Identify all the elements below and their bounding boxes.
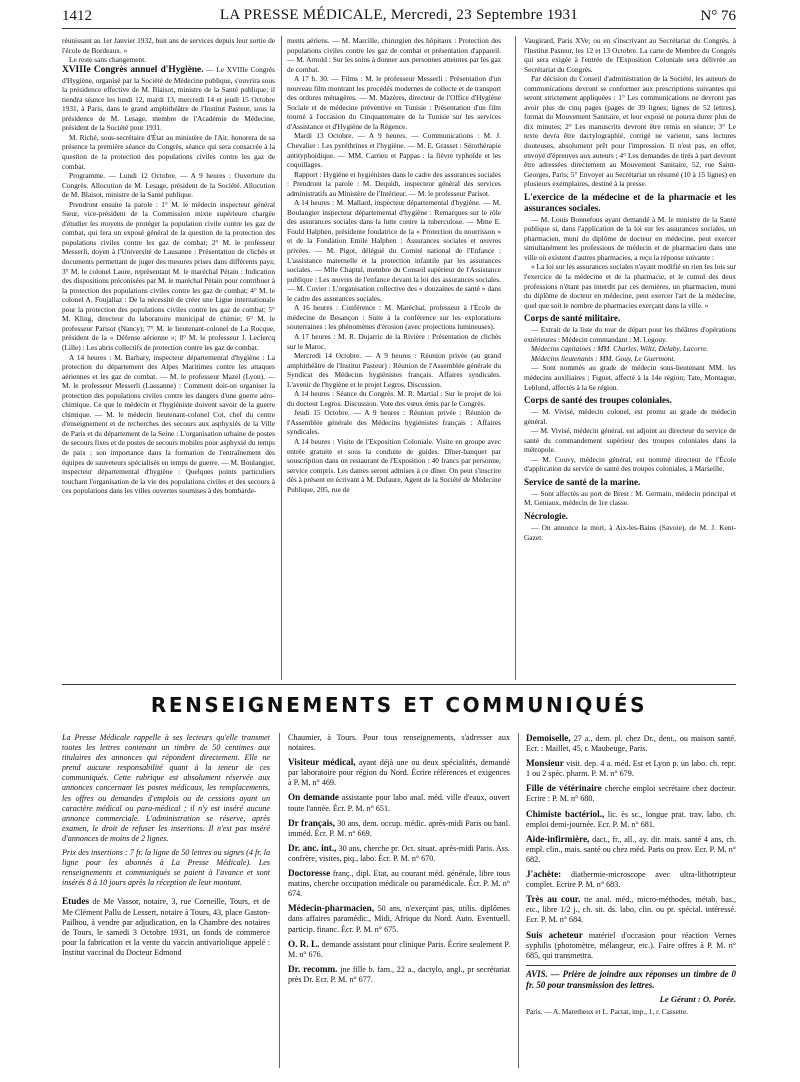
ad-lead: Dr. anc. int., — [288, 842, 337, 853]
ad-body: assistante pour labo anal. méd. ville d'eaux, ouvert toute l'année. Écr. P. M. n° 651. — [288, 793, 510, 813]
ad-lead: Monsieur — [526, 758, 564, 769]
paragraph: — M. Louis Bonnefous ayant demandé à M. le ministre de la Santé publique si, dans l'application de la loi sur les assurances sociales, un pharmacien, muni du diplôme de docteur en médecine, peut exercer simultanément les professions de médecin et de pharmacien dans une ville où existent d'autres pharmacies, a reçu la réponse suivante : — [524, 214, 736, 262]
section-heading: XVIIIe Congrès annuel d'Hygiène. — [62, 64, 204, 75]
paragraph: Le reste sans changement. — [69, 55, 147, 65]
paragraph: A 17 heures : M. R. Dujarric de la Rivière : Présentation de clichés sur le Maroc. — [287, 331, 501, 351]
column-divider — [281, 36, 282, 680]
ad-body: 30 ans, dem. occup. médic. après-midi Paris ou banl. imméd. Écr. P. M. n° 669. — [288, 818, 510, 838]
insertion-prices: Prix des insertions : 7 fr. la ligne de 50 lettres ou signes (4 fr. la ligne pour les abonnés à La Presse Médicale). Les renseignements et communiqués se paient à l'avance et sont insérés 8 à 10 jours après la réception de leur montant. — [62, 848, 270, 888]
paragraph: A 14 heures : Séance du Congrès. M. R. Martial : Sur le projet de loi du docteur Legros. Discussion. Vote des vœux émis par le Congrès. — [287, 389, 501, 408]
paragraph: Vaugirard, Paris XVe; ou en s'inscrivant au Secrétariat du Congrès, à l'Institut Pasteur, les 12 et 13 Octobre. La carte de Membre du Congrès qui sera exigée à l'entrée de l'Exposition Coloniale sera délivrée au Secrétariat du Congrès. — [524, 36, 736, 74]
paragraph: ments aériens. — M. Marcille, chirurgien des hôpitaux : Protection des populations civiles contre les gaz de combat et présentation d'appareil. — M. Arnold : Sur les soins à donner aux personnes atteintes par les gaz de combat. — [287, 36, 501, 74]
printer-line: Paris. — A. Maretheux et L. Pactat, imp., 1, r. Cassette. — [526, 1007, 688, 1017]
ad-body: jne fille b. fam., 22 a., dactylo, angl., pr secrétariat près Dr. Ecr. P. M. n° 677. — [288, 964, 510, 984]
section-heading: Corps de santé des troupes coloniales. — [524, 395, 672, 406]
gerant-line: Le Gérant : O. Porée. — [659, 994, 736, 1005]
paragraph: — M. Vivisé, médecin général, est adjoint au directeur du service de santé du commandement supérieur des troupes coloniales dans la métropole. — [524, 426, 736, 455]
issue-number: N° 76 — [700, 8, 736, 24]
paragraph: Par décision du Conseil d'administration de la Société, les auteurs de communications devront se conformer aux prescriptions suivantes qui seront strictement appliquées : 1° Les communications ne devront pas avoir plus de cinq pages (pages de 39 lignes; lignes de 52 lettres), format du Mouvement Sanitaire, et leur exposé ne pourra durer plus de dix minutes; 2° Les manuscrits devront être remis en séance; 3° Le texte devra être dactylographié, corrigé ne varietur, sans lectures douteuses, absolument prêt pour l'impression. Il n'est pas, en effet, envoyé d'épreuves aux auteurs ; 4° Les demandes de tirés à part devront être adressées directement au Mouvement Sanitaire, 52, rue Saint-Georges, Paris; 5° Envoyer au Secrétariat un résumé (10 à 15 lignes) en plusieurs exemplaires, destiné à la presse. — [524, 74, 736, 189]
ad-body: visit. dep. 4 a. méd. Est et Lyon p. un labo. ch. repr. 1 ou 2 spéc. pharm. P. M. n° 679. — [526, 759, 736, 779]
article-column-1 — [62, 36, 275, 681]
classified-ad — [526, 733, 736, 754]
classified-ad — [526, 834, 736, 865]
paragraph: A 16 heures : Conférence : M. Maréchal, professeur à l'École de médecine de Besançon : Suite à la conférence sur les explorations souterraines : les phénomènes d'érosion (avec projections lumineuses). — [287, 303, 501, 332]
classifieds-banner: RENSEIGNEMENTS ET COMMUNIQUÉS — [150, 693, 648, 717]
section-heading: Service de santé de la marine. — [524, 476, 641, 487]
paragraph: Prendront ensuite la parole : 1° M. le médecin inspecteur général Sieur, vice-président de la Commission mixte supérieure chargée d'étudier les moyens de protéger la population civile contre les gaz de combat, qui fera un exposé général de la question de la protection des populations civiles contre les gaz de combat; 2° M. le professeur Messerli, doyen à l'Université de Lausanne : Présentation de clichés et documents permettant de juger des mesures prises dans différents pays; 3° M. le colonel Laure, représentant M. le maréchal Pétain : Indication des dispositions préconisées par M. le maréchal Pétain pour contribuer à la protection des populations civiles contre les gaz de combat; 4° M. le colonel A. Foujallaz : De la nécessité de créer une Ligue internationale pour la protection des populations civiles contre les gaz de combat; 5° M. Kling, directeur du laboratoire municipal de chimie; 6° M. le professeur Parisot (Nancy); 7° M. le lieutenant-colonel de La Rocque, président de la « Défense aérienne »; 8° M. le professeur J. Leclercq (Lille) : Les abris collectifs de protection contre les gaz de combat. — [62, 199, 275, 352]
paragraph: — On annonce la mort, à Aix-les-Bains (Savoie), de M. J. Kent-Gazet. — [524, 522, 736, 542]
paragraph: Rapport : Hygiène et hygiénistes dans le cadre des assurances sociales : Prendront la parole : M. Dequidt, inspecteur général des services administratifs au Ministère de l'Intérieur. — M. le professeur Parisot. — [287, 169, 501, 198]
ad-lead: Suis acheteur — [526, 929, 583, 940]
ad-body: diathermie-microscope avec ultra-lithotripteur complet. Ecrire P. M. n° 683. — [526, 870, 736, 890]
running-header — [62, 6, 736, 29]
paragraph: Médecins lieutenants : MM. Gouy, Le Guermont. — [531, 353, 676, 363]
column-divider — [279, 733, 280, 1068]
paragraph: « La loi sur les assurances sociales n'ayant modifié en rien les lois sur l'exercice de la médecine et de la pharmacie, et le cumul des deux professions n'étant pas interdit par ces dernières, un pharmacien, muni du diplôme de docteur en médecine, peut exercer l'art de la médecine, quel que soit le nombre de pharmacies exerçant dans la ville. » — [524, 262, 736, 310]
ad-body: 30 ans, cherche pr. Oct. situat. après-midi Paris. Ass. confrère, visites, piq., labo. Écr. P. M. n° 670. — [288, 843, 510, 863]
section-heading: L'exercice de la médecine et de la pharmacie et les assurances sociales. — [524, 191, 736, 213]
ad-body: cherche emploi secrétaire chez docteur. Ecrire : P. M. n° 680. — [526, 784, 736, 804]
column-divider — [518, 733, 519, 1068]
paragraph: — Extrait de la liste du tour de départ pour les théâtres d'opérations extérieures : Médecin commandant : M. Legouy. — [524, 325, 736, 344]
paragraph: — M. Couvy, médecin général, est nommé directeur de l'École d'application du service de santé des troupes coloniales, à Marseille. — [524, 454, 736, 474]
ad-body: matériel d'occasion pour réaction Vernes syphilis (photomètre, mélangeur, etc.). Faire offres à P. M. n° 685, qui transmettra. — [526, 930, 736, 960]
classified-ad — [526, 894, 736, 925]
ad-body: de Me Vassor, notaire, 3, rue Corneille, Tours, et de Me Clément Pallu de Lessert, notaire à Tours, 43, place Gaston-Pailhou, à vendre par adjudication, en la Chambre des notaires de Tours, le samedi 3 Octobre 1931, un fonds de commerce pour la fabrication et la vente du vaccin antivariolique appelé : Institut vaccinal du Docteur Edmond — [62, 897, 270, 957]
paragraph: A 14 heures : Visite de l'Exposition Coloniale. Visite en groupe avec entrée gratuite et sous la conduite de guides. Dîner-banquet par souscription dans un restaurant de l'Exposition : 40 francs par personne, service compris. Les dames seront admises à ce dîner. On peut s'inscrire dès à présent en écrivant à M. Dufaure, Agent de la Société de Médecine Publique, 205, rue de — [287, 436, 501, 494]
paragraph: Mardi 13 Octobre. — A 9 heures. — Communications : M. J. Chevalier : Les pyréthrines et l'hygiène. — M. E. Grasset : Sérothérapie antityphoïdique. — MM. Carrieu et Pappas : la fièvre typhoïde et les coquillages. — [287, 131, 501, 170]
ad-body: lic. ès sc., longue prat. trav. labo. ch. emploi demi-journée. Ecr. P. M. n° 681. — [526, 809, 736, 829]
classified-ad — [288, 818, 510, 839]
ad-lead: O. R. L. — [288, 938, 320, 949]
paragraph: Médecins capitaines : MM. Charles, Wiltz, Delaby, Lacorre. — [531, 344, 709, 354]
ad-lead: Très au cour. — [526, 894, 581, 905]
classifieds-column-2 — [288, 733, 510, 1068]
classified-ad — [526, 869, 736, 890]
ad-body: tte anal. méd., micro-méthodes, métab. bas., etc., libre 1/2 j., ch. sit. ds. labo, clin. ou pr. spécial. intéressé. Ecr. P. M. n° 684. — [526, 895, 736, 925]
paragraph: — M. Vivisé, médecin colonel, est promu au grade de médecin général. — [524, 407, 736, 426]
ad-body: franç., dipl. Etat, au courant méd. générale, libre tous matins, cherche occupation médicale ou paramédicale. Écr. P. M. n° 674. — [288, 869, 510, 899]
classified-ad — [526, 930, 736, 961]
ad-body: demande assistant pour clinique Paris. Écrire seulement P. M. n° 676. — [288, 939, 510, 959]
paragraph: — Sont affectés au port de Brest : M. Germain, médecin principal et M. Geniaux, médecin de 1re classe. — [524, 488, 736, 508]
classifieds-column-1 — [62, 733, 270, 1068]
paragraph: réunissant au 1er Janvier 1932, huit ans de services depuis leur sortie de l'école de Bordeaux. » — [62, 36, 275, 55]
article-column-3 — [524, 36, 736, 681]
ad-lead: Dr français, — [288, 817, 335, 828]
avis-notice: AVIS. — Prière de joindre aux réponses un timbre de 0 fr. 50 pour transmission des lettres. — [526, 968, 736, 990]
journal-title: LA PRESSE MÉDICALE, Mercredi, 23 Septembre 1931 — [219, 7, 579, 23]
paragraph: Programme. — Lundi 12 Octobre. — A 9 heures : Ouverture du Congrès. Allocution de M. Lesage, président de la Société. Allocution de M. Blaisot, ministre de la Santé publique. — [62, 171, 275, 200]
section-heading: Corps de santé militaire. — [524, 313, 621, 324]
classified-ad — [526, 783, 736, 804]
ad-lead: Visiteur médical, — [288, 757, 356, 768]
paragraph: — Le XVIIIe Congrès d'Hygiène, organisé par la Société de Médecine publique, s'ouvrira sous la présidence effective de M. Blaisot, ministre de la Santé publique; il tiendra séance les lundi 12, mardi 13, mercredi 14 et jeudi 15 Octobre 1931, à Paris, dans le grand amphithéâtre de l'Institut Pasteur, sous la présidence de M. Lesage, membre de l'Académie de Médecine, président de la Société pour 1931. — [62, 64, 275, 133]
paragraph: Mercredi 14 Octobre. — A 9 heures : Réunion privée (au grand amphithéâtre de l'Institut Pasteur) : Réunion de l'Assemblée générale du Syndicat des Médecins hygiénistes français. Affaires syndicales. L'avenir de l'hygiène et le projet Legros. Discussion. — [287, 351, 501, 389]
paragraph: A 14 heures : M. Mallard, inspecteur départemental d'hygiène. — M. Boulangier inspecteur départemental d'hygiène : Remarques sur le rôle des assurances sociales dans la lutte contre la tuberculose. — Mme E. Fould Halphen, présidente fondatrice de la « Protection du nourrisson » et de la Fondation Emile Halphen : Assurances sociales et œuvres privées. — M. Pigot, délégué du Comité national de l'Enfance : L'assistance maternelle et la protection infantile par les assurances sociales. — Mlle Chaptal, membre du Conseil supérieur de l'Assistance publique : Les œuvres de l'enfance devant la loi des assurances sociales. — M. Cuvier : L'organisation collective des « douzaines de santé » dans le cadre des assurances sociales. — [287, 198, 501, 303]
ad-body: ayant déjà une ou deux spécialités, demandé par laboratoire pour région du Nord. Écrire références et exigences à P. M. n° 469. — [288, 758, 510, 788]
paragraph: A 14 heures : M. Barbary, inspecteur départemental d'hygiène : La protection du département des Alpes Maritimes contre les attaques aériennes et les gaz de combat. — M. le professeur Mazel (Lyon). — M. le professeur Messerli (Lausanne) : Comment doit-on organiser la protection des populations civiles contre les dangers d'une guerre aéro-chimique. Ce que le médecin et l'hygiéniste doivent savoir de la guerre chimique. — M. le médecin lieutenant-colonel Cot, chef du centre d'enseignement et de recherches des secours aux asphyxiés de la Ville de Paris et du département de la Seine : L'organisation urbaine de postes de secours fixes et de postes de secours mobiles pour asphyxié du temps de paix ; son importance dans la formation de l'entraînement des équipes de sauveteurs spécialisés en temps de guerre. — M. Boulangier, inspecteur départemental d'hygiène : Quelques points particuliers touchant l'organisation de la vie des populations civiles et des secours à ces populations dans les villes ouvertes soumises à des bombarde- — [62, 352, 275, 496]
ad-lead: Fille de vétérinaire — [526, 783, 602, 794]
classified-ad — [526, 809, 736, 830]
paragraph: A 17 h. 30. — Films : M. le professeur Messerli : Présentation d'un nouveau film montrant les procédés modernes de collecte et de transport des ordures ménagères. — M. Mazères, directeur de l'Office d'Hygiène Sociale et de médecine préventive en Tunisie : Présentation d'un film tourné à l'occasion du Cinquantenaire de la Tunisie sur les services d'Assistance et d'Hygiène de la Régence. — [287, 74, 501, 131]
ad-lead: On demande — [288, 792, 339, 803]
ad-body: dact., fr., all., ay. dir. mais. santé 4 ans, ch. empl. clin., mais. santé ou chez méd. Paris ou prov. Ecr. P. M. n° 682. — [526, 834, 736, 864]
ad-lead: Doctoresse — [288, 868, 331, 879]
ad-lead: Dr. recomm. — [288, 963, 338, 974]
article-column-2 — [287, 36, 501, 681]
classified-ad — [288, 939, 510, 960]
paragraph: Jeudi 15 Octobre. — A 9 heures : Réunion privée : Réunion de l'Assemblée générale des Médecins hygiénistes français : Affaires syndicales. — [287, 408, 501, 437]
classifieds-notice: La Presse Médicale rappelle à ses lecteurs qu'elle transmet toutes les lettres contenant un timbre de 50 centimes aux titulaires des annonces qui répondent directement. Elle ne prend aucune responsabilité quant à la teneur de ces communiqués. Cette rubrique est absolument réservée aux annonces concernant les postes médicaux, les remplacements, les offres ou demandes d'emplois ou de cessions ayant un caractère médical ou para-médical ; il n'y est inséré aucune annonce commerciale. L'administration se réserve, après examen, le droit de refuser les insertions. Il n'est pas inséré d'annonces de moins de 2 lignes. — [62, 733, 270, 843]
paragraph: M. Riché, sous-secrétaire d'État au ministère de l'Air, honorera de sa présence la première séance du Congrès, séance qui sera consacrée à la question de la protection des populations civiles contre les gaz de combat. — [62, 132, 275, 171]
ad-lead: Etudes — [62, 896, 90, 907]
classified-ad — [526, 758, 736, 779]
section-divider — [62, 684, 736, 685]
ad-body: 50 ans, n'exerçant pas, utilis. diplômes dans affaires paramédic., Midi, Afrique du Nord. Auto. Eventuell. particip. financ. Écr. P. M. n° 675. — [288, 904, 510, 934]
classified-ad — [288, 792, 510, 813]
page-number: 1412 — [62, 8, 92, 24]
ad-continuation: Chaumier, à Tours. Pour tous renseignements, s'adresser aux notaires. — [288, 733, 510, 753]
classifieds-column-3 — [526, 733, 736, 1068]
ad-lead: Médecin-pharmacien, — [288, 903, 374, 914]
section-heading: Nécrologie. — [524, 510, 568, 521]
paragraph: — Sont nommés au grade de médecin sous-lieutenant MM. les médecins auxiliaires ; Figuet, affecté à la 14e région; Tate, Montague, Leblond, affectés à la 6e région. — [524, 363, 736, 392]
ad-lead: Aide-infirmière, — [526, 833, 590, 844]
classified-ad — [288, 843, 510, 864]
ad-lead: J'achète: — [526, 869, 562, 880]
classified-ad — [288, 964, 510, 985]
column-divider — [515, 36, 516, 680]
classified-ad — [288, 903, 510, 934]
classified-ad — [288, 868, 510, 899]
ad-lead: Chimiste bactériol., — [526, 808, 605, 819]
classified-ad — [288, 757, 510, 788]
ad-lead: Demoiselle, — [526, 733, 571, 743]
divider — [526, 965, 736, 966]
ad-body: 27 a., dem. pl. chez Dr., dent., ou maison santé. Ecr. : Maillet, 45, r. Maubeuge, Paris. — [526, 734, 736, 754]
